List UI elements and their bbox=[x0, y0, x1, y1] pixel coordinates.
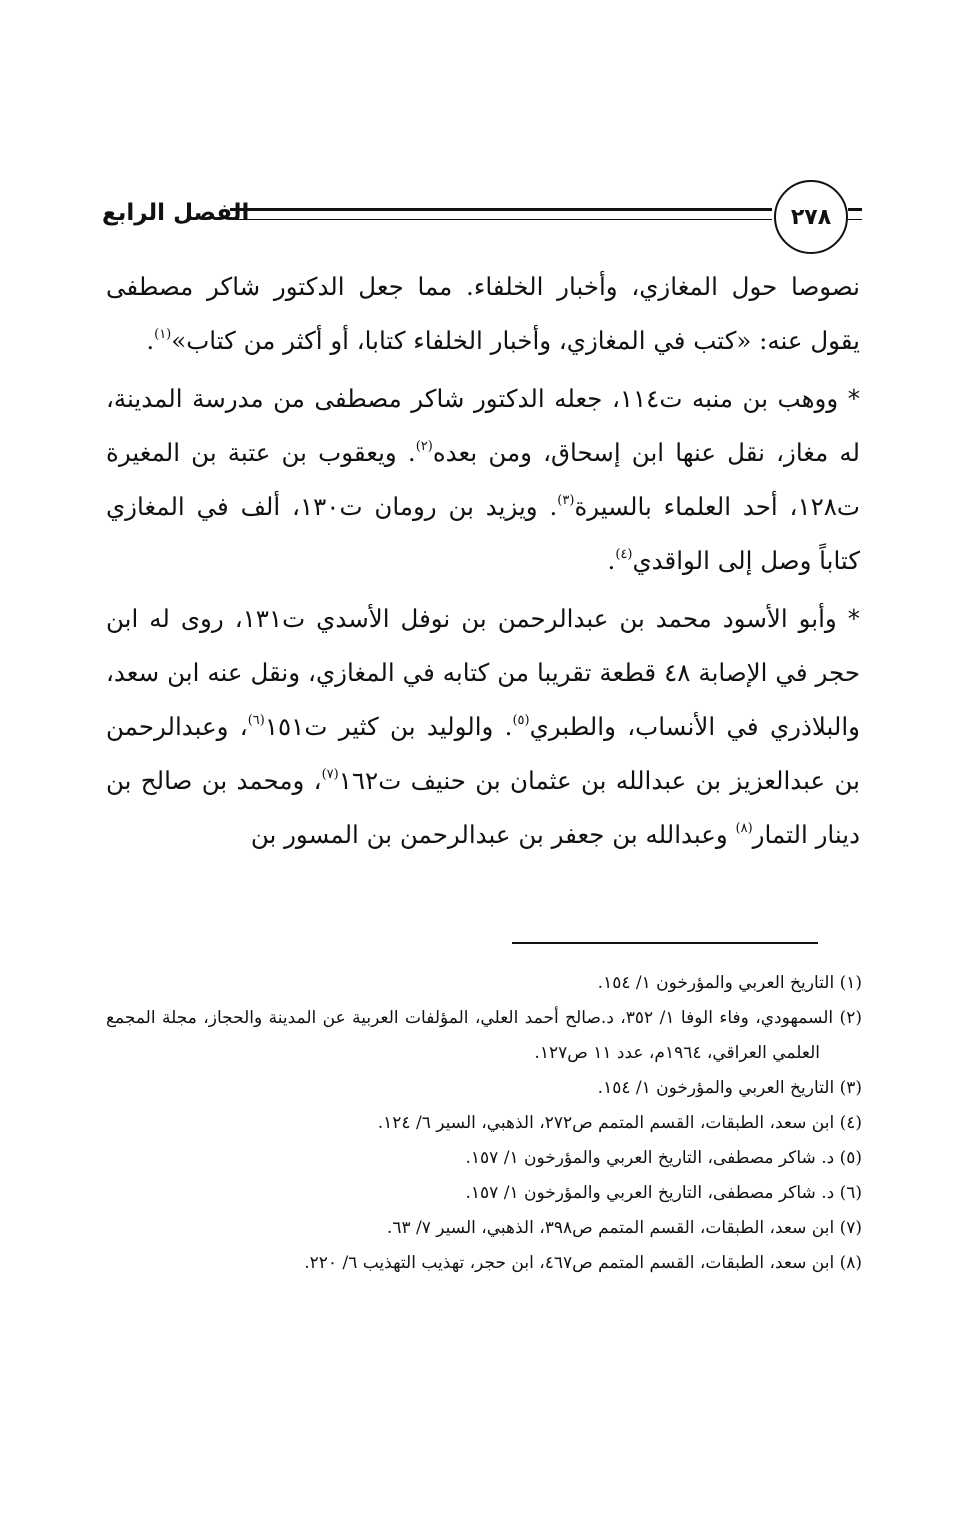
header-rule bbox=[230, 208, 772, 220]
footnote-reference[interactable]: (٢) bbox=[415, 439, 433, 454]
page-number-badge bbox=[774, 180, 848, 254]
asterisk-bullet: * bbox=[847, 384, 860, 413]
footnote-separator bbox=[512, 942, 818, 944]
footnote-item: (٦) د. شاكر مصطفى، التاريخ العربي والمؤرخون ١/ ١٥٧. bbox=[465, 1183, 862, 1203]
asterisk-bullet: * bbox=[847, 604, 860, 633]
chapter-title: الفصل الرابع bbox=[102, 200, 250, 226]
page-number: ٢٧٨ bbox=[790, 204, 832, 230]
footnote-item: (٨) ابن سعد، الطبقات، القسم المتمم ص٤٦٧، ابن حجر، تهذيب التهذيب ٦/ ٢٢٠. bbox=[304, 1253, 862, 1273]
text-segment: . ويعقوب بن عتبة بن المغيرة ت١٢٨، أحد العلماء بالسيرة bbox=[106, 438, 860, 521]
text-segment: ، ومحمد بن صالح بن دينار التمار bbox=[106, 766, 860, 849]
text-segment: وعبدالله بن جعفر بن عبدالرحمن بن المسور بن bbox=[250, 820, 736, 849]
text-segment: ووهب بن منبه ت١١٤، جعله الدكتور شاكر مصطفى من مدرسة المدينة، له مغاز، نقل عنها ابن إسحاق، ومن بعده bbox=[106, 384, 861, 467]
footnote-reference[interactable]: (١) bbox=[154, 327, 172, 342]
footnote-item: (٤) ابن سعد، الطبقات، القسم المتمم ص٢٧٢، الذهبي، السير ٦/ ١٢٤. bbox=[377, 1113, 862, 1133]
body-paragraph bbox=[106, 372, 860, 588]
footnote-reference[interactable]: (٥) bbox=[512, 713, 530, 728]
footnote-reference[interactable]: (٣) bbox=[557, 493, 575, 508]
body-paragraph bbox=[106, 592, 860, 862]
footnote-item: (٣) التاريخ العربي والمؤرخون ١/ ١٥٤. bbox=[597, 1078, 862, 1098]
text-segment: . bbox=[146, 326, 155, 355]
text-segment: ، وعبدالرحمن بن عبدالعزيز بن عبدالله بن عثمان بن حنيف ت١٦٢ bbox=[106, 712, 860, 795]
footnote-item: (٧) ابن سعد، الطبقات، القسم المتمم ص٣٩٨، الذهبي، السير ٧/ ٦٣. bbox=[386, 1218, 862, 1238]
main-text bbox=[106, 260, 860, 862]
text-segment: نصوصا حول المغازي، وأخبار الخلفاء. مما جعل الدكتور شاكر مصطفى يقول عنه: «كتب في المغازي، وأخبار الخلفاء كتابا، أو أكثر من كتاب» bbox=[106, 272, 860, 355]
text-segment: . والوليد بن كثير ت١٥١ bbox=[264, 712, 513, 741]
footnotes bbox=[106, 966, 862, 1281]
page-header bbox=[102, 180, 862, 250]
body-paragraph bbox=[106, 260, 860, 368]
footnote-reference[interactable]: (٤) bbox=[615, 547, 633, 562]
text-segment: وأبو الأسود محمد بن عبدالرحمن بن نوفل الأسدي ت١٣١، روى له ابن حجر في الإصابة ٤٨ قطعة تقريبا من كتابه في المغازي، ونقل عنه ابن سعد، والبلاذري في الأنساب، والطبري bbox=[106, 604, 861, 741]
header-rule-end bbox=[848, 208, 862, 220]
text-segment: . bbox=[607, 546, 616, 575]
footnote-reference[interactable]: (٨) bbox=[735, 821, 753, 836]
text-segment: . ويزيد بن رومان ت١٣٠، ألف في المغازي كتاباً وصل إلى الواقدي bbox=[106, 492, 860, 575]
footnote-item: (٥) د. شاكر مصطفى، التاريخ العربي والمؤرخون ١/ ١٥٧. bbox=[465, 1148, 862, 1168]
footnote-item: (١) التاريخ العربي والمؤرخون ١/ ١٥٤. bbox=[597, 973, 862, 993]
footnote-reference[interactable]: (٧) bbox=[321, 767, 339, 782]
footnote-item: (٢) السمهودي، وفاء الوفا ١/ ٣٥٢، د.صالح أحمد العلي، المؤلفات العربية عن المدينة والحجاز، مجلة المجمع العلمي العراقي، ١٩٦٤م، عدد ١١ ص١٢٧. bbox=[106, 1008, 862, 1063]
footnote-reference[interactable]: (٦) bbox=[247, 713, 265, 728]
